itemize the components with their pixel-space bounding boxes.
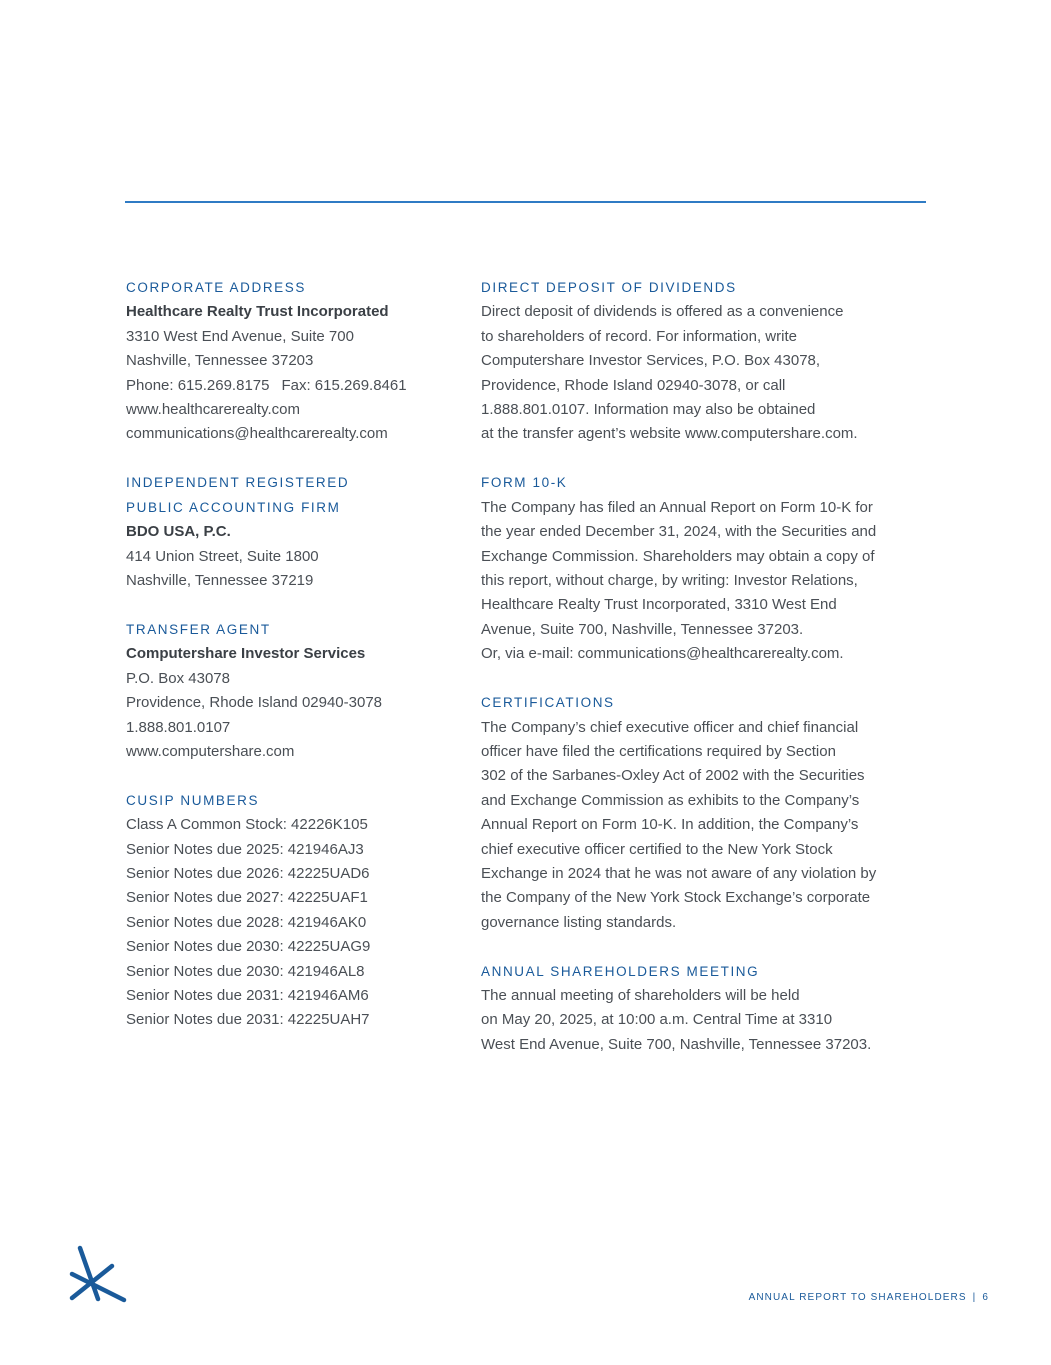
form10k-line: this report, without charge, by writing: Investor Relations, bbox=[481, 571, 858, 589]
dividends-line: to shareholders of record. For information, write bbox=[481, 327, 797, 345]
corporate-fax: Fax: 615.269.8461 bbox=[281, 376, 407, 394]
meeting-line: The annual meeting of shareholders will be held bbox=[481, 987, 800, 1005]
transfer-agent-city: Providence, Rhode Island 02940-3078 bbox=[126, 694, 383, 712]
dividends-line: Providence, Rhode Island 02940-3078, or call bbox=[481, 376, 786, 394]
cusip-item: Senior Notes due 2031: 421946AM6 bbox=[126, 987, 369, 1005]
form10k-line: Healthcare Realty Trust Incorporated, 3310 West End bbox=[481, 596, 837, 614]
form10k-section bbox=[481, 471, 941, 666]
dividends-heading: DIRECT DEPOSIT OF DIVIDENDS bbox=[481, 280, 737, 295]
corporate-website[interactable]: www.healthcarerealty.com bbox=[126, 401, 300, 419]
corporate-email[interactable]: communications@healthcarerealty.com bbox=[126, 425, 388, 443]
right-column bbox=[481, 276, 941, 1082]
form10k-heading: FORM 10-K bbox=[481, 475, 568, 491]
transfer-agent-heading: TRANSFER AGENT bbox=[126, 621, 271, 637]
auditor-heading-line2: PUBLIC ACCOUNTING FIRM bbox=[126, 499, 341, 515]
company-logo-icon bbox=[68, 1244, 128, 1304]
certifications-line: Exchange in 2024 that he was not aware of any violation by bbox=[481, 864, 877, 882]
page-footer bbox=[749, 1292, 989, 1303]
dividends-section bbox=[481, 276, 941, 447]
top-rule bbox=[125, 201, 926, 203]
meeting-section bbox=[481, 960, 941, 1058]
meeting-heading: ANNUAL SHAREHOLDERS MEETING bbox=[481, 963, 760, 979]
transfer-agent-pobox: P.O. Box 43078 bbox=[126, 669, 230, 687]
certifications-line: 302 of the Sarbanes-Oxley Act of 2002 with the Securities bbox=[481, 767, 865, 785]
auditor-heading-line1: INDEPENDENT REGISTERED bbox=[126, 475, 350, 491]
cusip-item: Senior Notes due 2027: 42225UAF1 bbox=[126, 889, 368, 907]
certifications-line: governance listing standards. bbox=[481, 913, 677, 931]
transfer-agent-phone: 1.888.801.0107 bbox=[126, 718, 231, 736]
corporate-city: Nashville, Tennessee 37203 bbox=[126, 352, 314, 370]
company-name: Healthcare Realty Trust Incorporated bbox=[126, 303, 389, 321]
transfer-agent-section bbox=[126, 618, 456, 764]
form10k-line: Exchange Commission. Shareholders may obtain a copy of bbox=[481, 547, 875, 565]
certifications-line: officer have filed the certifications required by Section bbox=[481, 742, 836, 760]
certifications-heading: CERTIFICATIONS bbox=[481, 695, 615, 711]
auditor-section bbox=[126, 471, 456, 593]
dividends-line: at the transfer agent’s website www.computershare.com. bbox=[481, 425, 858, 443]
form10k-line: Or, via e-mail: communications@healthcarerealty.com. bbox=[481, 645, 844, 663]
corporate-address-heading: CORPORATE ADDRESS bbox=[126, 280, 306, 295]
meeting-line: on May 20, 2025, at 10:00 a.m. Central Time at 3310 bbox=[481, 1011, 833, 1029]
transfer-agent-website[interactable]: www.computershare.com bbox=[126, 742, 295, 760]
meeting-line: West End Avenue, Suite 700, Nashville, Tennessee 37203. bbox=[481, 1035, 872, 1053]
footer-separator: | bbox=[972, 1292, 977, 1303]
cusip-item: Class A Common Stock: 42226K105 bbox=[126, 816, 368, 834]
footer-title: ANNUAL REPORT TO SHAREHOLDERS bbox=[748, 1292, 967, 1303]
transfer-agent-name: Computershare Investor Services bbox=[126, 645, 366, 663]
corporate-address-section bbox=[126, 276, 456, 447]
cusip-heading: CUSIP NUMBERS bbox=[126, 792, 260, 808]
corporate-phone: Phone: 615.269.8175 bbox=[126, 376, 270, 394]
auditor-name: BDO USA, P.C. bbox=[126, 523, 231, 541]
certifications-line: and Exchange Commission as exhibits to the Company’s bbox=[481, 791, 860, 809]
certifications-line: the Company of the New York Stock Exchange’s corporate bbox=[481, 889, 871, 907]
cusip-item: Senior Notes due 2030: 421946AL8 bbox=[126, 962, 365, 980]
certifications-line: Annual Report on Form 10-K. In addition, the Company’s bbox=[481, 816, 859, 834]
certifications-line: chief executive officer certified to the New York Stock bbox=[481, 840, 833, 858]
form10k-line: The Company has filed an Annual Report on Form 10-K for bbox=[481, 498, 873, 516]
cusip-item: Senior Notes due 2031: 42225UAH7 bbox=[126, 1011, 370, 1029]
dividends-line: Direct deposit of dividends is offered as a convenience bbox=[481, 303, 844, 321]
cusip-section bbox=[126, 789, 456, 1033]
dividends-line: Computershare Investor Services, P.O. Box 43078, bbox=[481, 352, 821, 370]
certifications-section bbox=[481, 691, 941, 935]
dividends-line: 1.888.801.0107. Information may also be obtained bbox=[481, 401, 816, 419]
page-number: 6 bbox=[982, 1292, 989, 1303]
form10k-line: the year ended December 31, 2024, with the Securities and bbox=[481, 523, 877, 541]
cusip-item: Senior Notes due 2025: 421946AJ3 bbox=[126, 840, 364, 858]
corporate-street: 3310 West End Avenue, Suite 700 bbox=[126, 327, 354, 345]
cusip-item: Senior Notes due 2026: 42225UAD6 bbox=[126, 865, 370, 883]
form10k-line: Avenue, Suite 700, Nashville, Tennessee 37203. bbox=[481, 620, 804, 638]
cusip-item: Senior Notes due 2030: 42225UAG9 bbox=[126, 938, 371, 956]
cusip-item: Senior Notes due 2028: 421946AK0 bbox=[126, 913, 367, 931]
auditor-city: Nashville, Tennessee 37219 bbox=[126, 571, 314, 589]
left-column bbox=[126, 276, 456, 1057]
certifications-line: The Company’s chief executive officer and chief financial bbox=[481, 718, 859, 736]
phone-fax-line bbox=[126, 374, 456, 398]
auditor-street: 414 Union Street, Suite 1800 bbox=[126, 547, 319, 565]
